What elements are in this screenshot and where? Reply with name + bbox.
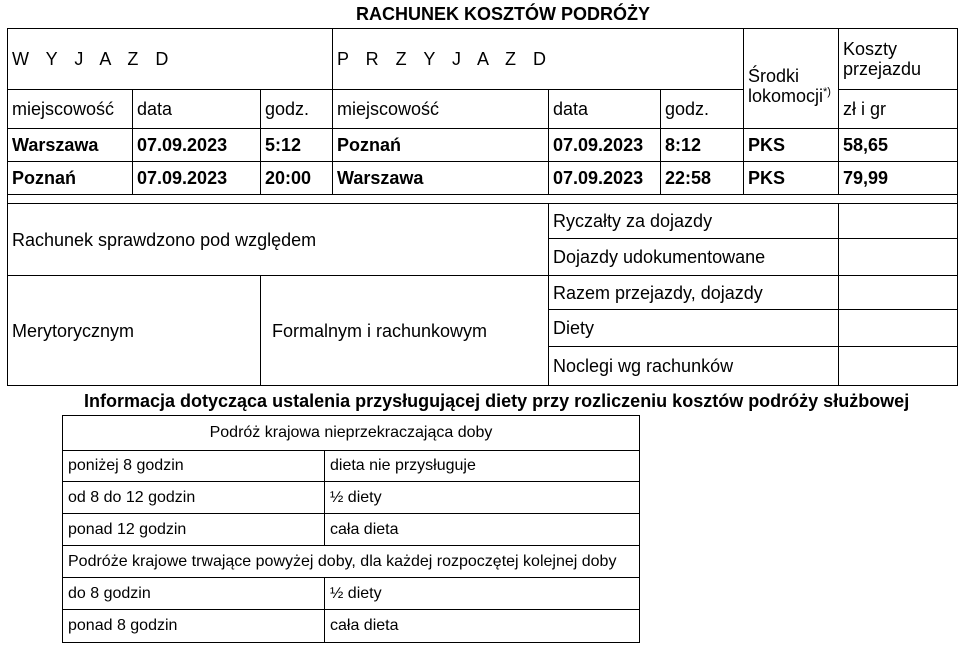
header-arr-place: miejscowość [332, 89, 549, 129]
info-row5-duration: ponad 8 godzin [62, 609, 325, 643]
info-row4-rule: ½ diety [324, 577, 640, 610]
trip-1-dep-time: 5:12 [260, 128, 333, 162]
trip-1-cost: 58,65 [838, 128, 958, 162]
header-arrival: P R Z Y J A Z D [332, 28, 744, 90]
trip-2-dep-time: 20:00 [260, 161, 333, 195]
info-row3-rule: cała dieta [324, 513, 640, 546]
header-transport [743, 28, 839, 129]
info-domestic-short: Podróż krajowa nieprzekraczająca doby [62, 415, 640, 451]
header-currency: zł i gr [838, 89, 958, 129]
verification-formal: Formalnym i rachunkowym [260, 275, 549, 386]
info-row1-rule: dieta nie przysługuje [324, 450, 640, 482]
trip-1-dep-date: 07.09.2023 [132, 128, 261, 162]
header-transport-line1: Środki [748, 65, 800, 86]
trip-1-arr-date: 07.09.2023 [548, 128, 661, 162]
trip-1-to: Poznań [332, 128, 549, 162]
verification-substantive: Merytorycznym [7, 275, 261, 386]
summary-lump-sum: Ryczałty za dojazdy [548, 203, 839, 239]
trip-2-dep-date: 07.09.2023 [132, 161, 261, 195]
header-cost [838, 28, 958, 90]
summary-documented-value [838, 238, 958, 276]
header-cost-line1: Koszty [843, 39, 898, 59]
trip-1-from: Warszawa [7, 128, 133, 162]
transport-footnote-mark: *) [823, 85, 831, 98]
summary-allowances-value [838, 309, 958, 347]
header-dep-date: data [132, 89, 261, 129]
trip-2-transport: PKS [743, 161, 839, 195]
summary-documented: Dojazdy udokumentowane [548, 238, 839, 276]
summary-lodging: Noclegi wg rachunków [548, 346, 839, 386]
info-heading: Informacja dotycząca ustalenia przysługującej diety przy rozliczeniu kosztów podróży służbowej [84, 391, 910, 411]
info-domestic-long: Podróże krajowe trwające powyżej doby, dla każdej rozpoczętej kolejnej doby [62, 545, 640, 578]
info-row1-duration: poniżej 8 godzin [62, 450, 325, 482]
summary-total-travel-value [838, 275, 958, 310]
header-transport-line2: lokomocji*) [748, 85, 831, 106]
trip-2-arr-date: 07.09.2023 [548, 161, 661, 195]
header-departure: W Y J A Z D [7, 28, 333, 90]
header-arr-time: godz. [660, 89, 744, 129]
trip-2-from: Poznań [7, 161, 133, 195]
summary-total-travel: Razem przejazdy, dojazdy [548, 275, 839, 310]
info-row4-duration: do 8 godzin [62, 577, 325, 610]
trip-1-arr-time: 8:12 [660, 128, 744, 162]
header-dep-place: miejscowość [7, 89, 133, 129]
info-row2-duration: od 8 do 12 godzin [62, 481, 325, 514]
info-row5-rule: cała dieta [324, 609, 640, 643]
header-dep-time: godz. [260, 89, 333, 129]
trip-2-to: Warszawa [332, 161, 549, 195]
info-row2-rule: ½ diety [324, 481, 640, 514]
header-cost-line2: przejazdu [843, 59, 922, 79]
verification-label: Rachunek sprawdzono pod względem [7, 203, 549, 276]
summary-lodging-value [838, 346, 958, 386]
summary-allowances: Diety [548, 309, 839, 347]
trip-2-arr-time: 22:58 [660, 161, 744, 195]
summary-lump-sum-value [838, 203, 958, 239]
page-title: RACHUNEK KOSZTÓW PODRÓŻY [356, 4, 650, 24]
trip-2-cost: 79,99 [838, 161, 958, 195]
header-arr-date: data [548, 89, 661, 129]
trip-1-transport: PKS [743, 128, 839, 162]
info-row3-duration: ponad 12 godzin [62, 513, 325, 546]
